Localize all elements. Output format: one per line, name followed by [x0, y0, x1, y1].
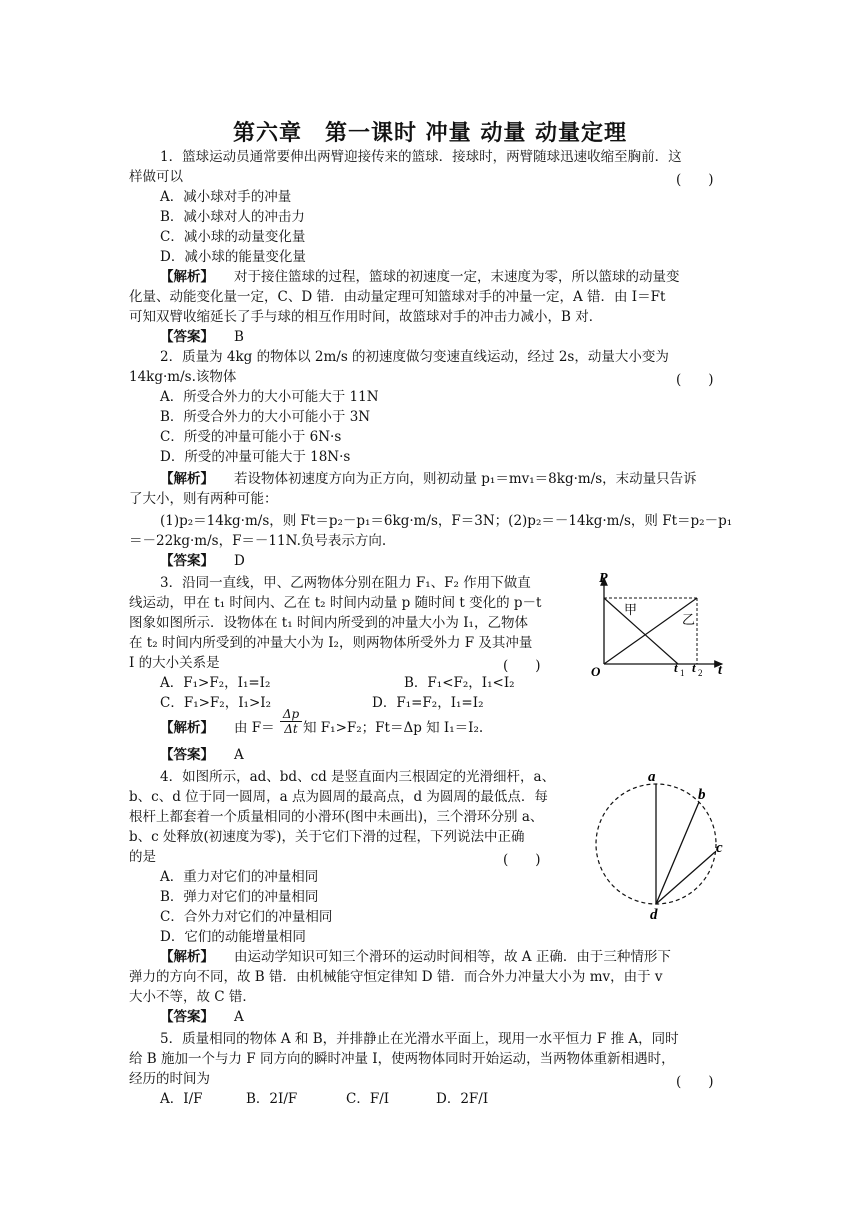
q4-answer: A — [234, 1009, 244, 1025]
q1-option-d: D．减小球的能量变化量 — [160, 249, 306, 265]
q2-option-c: C．所受的冲量可能小于 6N·s — [160, 429, 342, 445]
q3-option-c: C．F₁>F₂，I₁>I₂ — [160, 695, 271, 711]
q4-analysis-label: 【解析】 — [160, 949, 214, 965]
q2-analysis-label: 【解析】 — [160, 471, 214, 487]
p-axis-label: P — [599, 572, 608, 586]
t-axis-label: t — [718, 663, 722, 678]
q4-stem-line-2: b、c、d 位于同一圆周，a 点为圆周的最高点，d 为圆周的最低点．每 — [129, 789, 548, 805]
q4-option-b: B．弹力对它们的冲量相同 — [160, 889, 319, 905]
page-title: 第六章 第一课时 冲量 动量 动量定理 — [233, 120, 627, 146]
line-jia — [604, 598, 678, 664]
q2-answer-paren: ( ) — [676, 372, 714, 388]
fraction-denominator: Δt — [280, 721, 302, 736]
q3-stem-line-5: I 的大小关系是 — [129, 655, 220, 671]
q3-stem-line-2: 线运动，甲在 t₁ 时间内、乙在 t₂ 时间内动量 p 随时间 t 变化的 p－t — [129, 595, 542, 611]
q3-answer-label: 【答案】 — [160, 747, 214, 763]
t1-label: t — [674, 660, 678, 675]
q3-pt-graph — [590, 572, 730, 678]
q2-option-a: A．所受合外力的大小可能大于 11N — [160, 389, 379, 405]
q3-answer-paren: ( ) — [503, 658, 541, 674]
q1-stem-line-1: 1．篮球运动员通常要伸出两臂迎接传来的篮球．接球时，两臂随球迅速收缩至胸前．这 — [160, 149, 682, 165]
q4-answer-paren: ( ) — [503, 852, 541, 868]
q4-circle-diagram — [590, 764, 740, 924]
q1-answer-paren: ( ) — [676, 172, 714, 188]
fraction-numerator: Δp — [282, 707, 300, 721]
origin-label: O — [591, 664, 601, 678]
q5-option-a: A．I/F — [160, 1091, 203, 1107]
q1-option-c: C．减小球的动量变化量 — [160, 229, 306, 245]
q3-stem-line-4: 在 t₂ 时间内所受到的冲量大小为 I₂，则两物体所受外力 F 及其冲量 — [129, 635, 533, 651]
q5-option-b: B．2I/F — [246, 1091, 298, 1107]
q3-option-b: B．F₁<F₂，I₁<I₂ — [404, 675, 515, 691]
q4-answer-label: 【答案】 — [160, 1009, 214, 1025]
q2-answer-label: 【答案】 — [160, 553, 214, 569]
q1-answer-label: 【答案】 — [160, 329, 214, 345]
q4-option-c: C．合外力对它们的冲量相同 — [160, 909, 333, 925]
q2-option-b: B．所受合外力的大小可能小于 3N — [160, 409, 371, 425]
q2-analysis-line-2: 了大小，则有两种可能： — [129, 491, 278, 507]
q5-stem-line-1: 5．质量相同的物体 A 和 B，并排静止在光滑水平面上，现用一水平恒力 F 推 A，同时 — [160, 1031, 679, 1047]
jia-label: 甲 — [624, 602, 638, 617]
q3-option-a: A．F₁>F₂，I₁=I₂ — [160, 675, 271, 691]
q3-fraction — [280, 707, 302, 736]
q1-option-a: A．减小球对手的冲量 — [160, 189, 292, 205]
q1-analysis-label: 【解析】 — [160, 269, 214, 285]
q2-stem-line-1: 2．质量为 4kg 的物体以 2m/s 的初速度做匀变速直线运动，经过 2s，动量大小变为 — [160, 349, 669, 365]
q3-analysis-post: 知 F₁>F₂；Ft＝Δp 知 I₁＝I₂. — [303, 720, 484, 736]
q4-stem-line-1: 4．如图所示，ad、bd、cd 是竖直面内三根固定的光滑细杆，a、 — [160, 769, 556, 785]
point-b-label: b — [698, 787, 706, 803]
q2-analysis-line-1: 若设物体初速度方向为正方向，则初动量 p₁＝mv₁＝8kg·m/s，末动量只告诉 — [234, 471, 697, 487]
q5-option-d: D．2F/I — [436, 1091, 489, 1107]
q1-answer: B — [234, 329, 244, 345]
q2-stem-line-2: 14kg·m/s.该物体 — [129, 369, 237, 385]
q4-analysis-line-3: 大小不等，故 C 错． — [129, 989, 256, 1005]
t1-subscript: 1 — [680, 668, 685, 678]
q4-option-a: A．重力对它们的冲量相同 — [160, 869, 319, 885]
yi-label: 乙 — [682, 612, 696, 627]
q2-answer: D — [234, 553, 245, 569]
q3-answer: A — [234, 747, 244, 763]
q1-option-b: B．减小球对人的冲击力 — [160, 209, 305, 225]
q1-analysis-line-3: 可知双臂收缩延长了手与球的相互作用时间，故篮球对手的冲击力减小，B 对． — [129, 309, 603, 325]
point-a-label: a — [648, 769, 656, 785]
rod-bd — [656, 802, 699, 904]
q1-analysis-line-1: 对于接住篮球的过程，篮球的初速度一定，末速度为零，所以篮球的动量变 — [234, 269, 680, 285]
t2-label: t — [692, 660, 696, 675]
q5-answer-paren: ( ) — [676, 1074, 714, 1090]
q1-analysis-line-2: 化量、动能变化量一定，C、D 错．由动量定理可知篮球对手的冲量一定，A 错．由 I＝Ft — [129, 289, 666, 305]
q2-option-d: D．所受的冲量可能大于 18N·s — [160, 449, 351, 465]
q4-analysis-line-1: 由运动学知识可知三个滑环的运动时间相等，故 A 正确．由于三种情形下 — [234, 949, 671, 965]
q4-option-d: D．它们的动能增量相同 — [160, 929, 306, 945]
q2-analysis-line-4: ＝－22kg·m/s，F＝－11N.负号表示方向. — [129, 533, 387, 549]
q5-option-c: C．F/I — [346, 1091, 390, 1107]
point-c-label: c — [716, 840, 723, 856]
q4-stem-line-5: 的是 — [129, 849, 156, 865]
q2-analysis-line-3: (1)p₂＝14kg·m/s，则 Ft＝p₂－p₁＝6kg·m/s，F＝3N；(2)p₂＝－14kg·m/s，则 Ft＝p₂－p₁ — [160, 513, 733, 529]
q4-stem-line-3: 根杆上都套着一个质量相同的小滑环(图中未画出)，三个滑环分别 a、 — [129, 809, 544, 825]
line-yi — [604, 598, 697, 664]
q3-stem-line-1: 3．沿同一直线，甲、乙两物体分别在阻力 F₁、F₂ 作用下做直 — [160, 575, 531, 591]
q4-stem-line-4: b、c 处释放(初速度为零)，关于它们下滑的过程，下列说法中正确 — [129, 829, 525, 845]
q3-analysis-label: 【解析】 — [160, 720, 214, 736]
q3-stem-line-3: 图象如图所示．设物体在 t₁ 时间内所受到的冲量大小为 I₁，乙物体 — [129, 615, 528, 631]
t2-subscript: 2 — [698, 668, 703, 678]
q3-analysis-pre: 由 F＝ — [234, 720, 275, 736]
q5-stem-line-3: 经历的时间为 — [129, 1071, 210, 1087]
q3-option-d: D．F₁=F₂，I₁=I₂ — [372, 695, 484, 711]
q5-stem-line-2: 给 B 施加一个与力 F 同方向的瞬时冲量 I，使两物体同时开始运动，当两物体重新相遇时， — [129, 1051, 675, 1067]
q4-analysis-line-2: 弹力的方向不同，故 B 错．由机械能守恒定律知 D 错．而合外力冲量大小为 mv，由于 v — [129, 969, 663, 985]
point-d-label: d — [650, 907, 658, 923]
q1-stem-line-2: 样做可以 — [129, 169, 183, 185]
